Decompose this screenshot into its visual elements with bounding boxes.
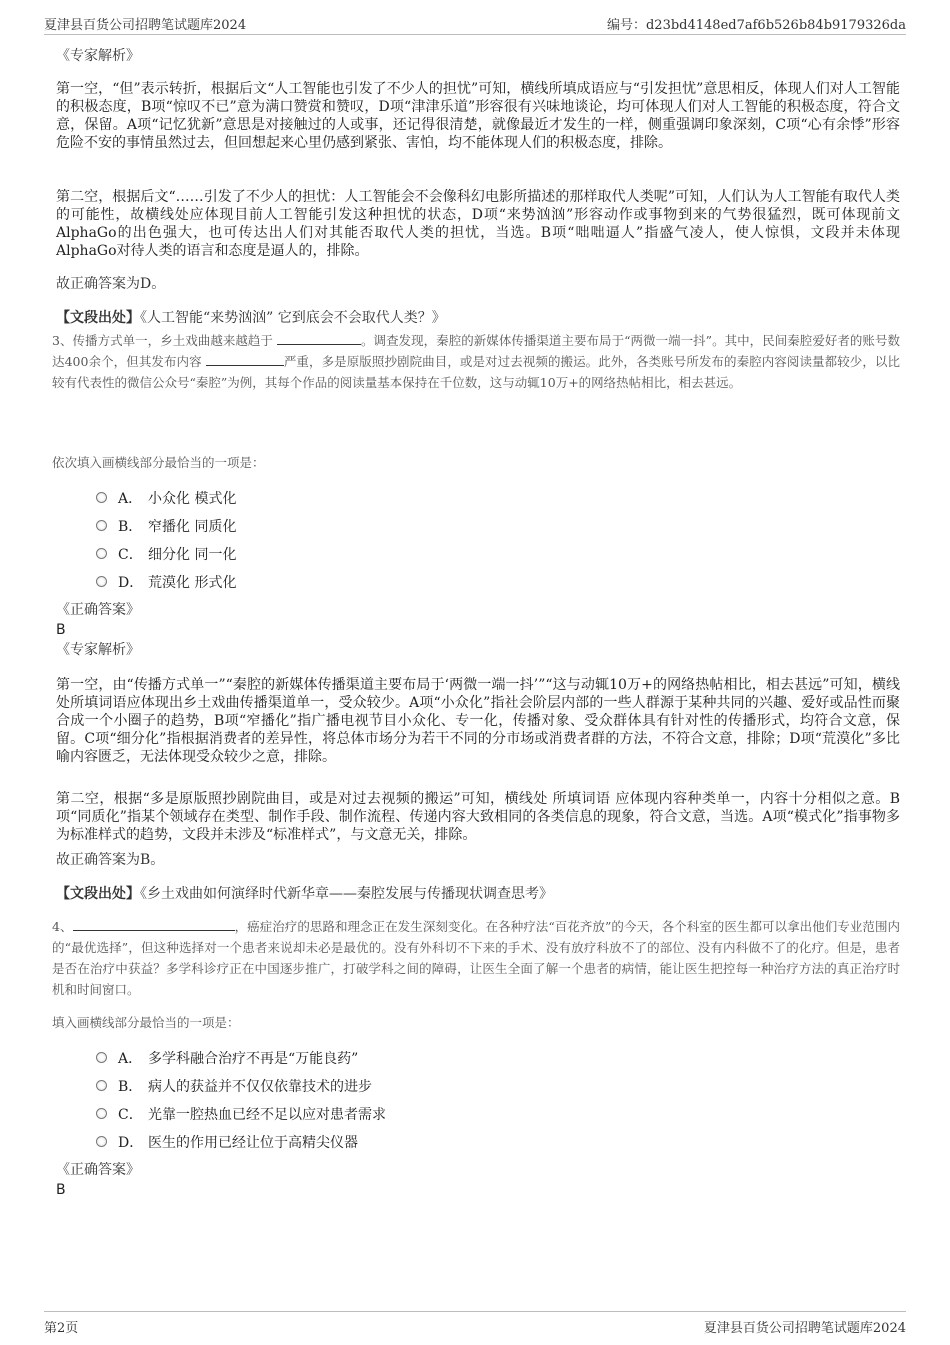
q3-stem-part2: 。调查发现，秦腔的新媒体传播渠道主要布局于“两微一端一抖”。其中，民间秦腔爱好者的账号数达400余个，但其发布内容 [52,333,900,369]
q4-option-b[interactable] [56,1072,556,1100]
option-letter: C． [118,547,143,563]
q3-analysis-para2: 第二空，根据“多是原版照抄剧院曲目，或是对过去视频的搬运”可知，横线处 所填词语 应体现内容种类单一，内容十分相似之意。B项“同质化”指某个领域存在类型、制作手段、制作流程、传递内容大致相同的各类信息的现象，符合文意，当选。A项“模式化”指事物多为标准样式的趋势，文段并未涉及“标准样式”，与文意无关，排除。 [56,791,900,843]
q4-stem [52,916,900,1000]
q4-stem-part1: 4、 [52,919,73,934]
q4-blank [73,917,235,931]
q3-analysis-label: 《专家解析》 [56,642,140,658]
document-id: 编号：d23bd4148ed7af6b526b84b9179326da [606,18,906,33]
option-letter: D． [118,575,144,591]
q2-analysis-label: 《专家解析》 [56,48,140,64]
q2-analysis-para2: 第二空，根据后文“……引发了不少人的担忧：人工智能会不会像科幻电影所描述的那样取代人类呢”可知，人们认为人工智能有取代人类的可能性，故横线处应体现目前人工智能引发这种担忧的状态，D项“来势汹汹”形容动作或事物到来的气势很猛烈，既可体现前文AlphaGo的出色强大，也可传达出人们对其能否取代人类的担忧，当选。B项“咄咄逼人”指盛气凌人，使人惊惧，文段并未体现AlphaGo对待人类的语言和态度是逼人的，排除。 [56,189,900,259]
radio-icon[interactable] [96,1136,107,1147]
option-text: 细分化 同一化 [148,547,237,563]
option-text: 多学科融合治疗不再是“万能良药” [148,1051,359,1067]
page-number: 第2页 [44,1321,79,1336]
q2-source-text: 《人工智能“来势汹汹” 它到底会不会取代人类？》 [140,310,446,326]
option-letter: A． [118,491,143,507]
option-text: 小众化 模式化 [148,491,237,507]
option-text: 窄播化 同质化 [148,519,237,535]
q3-prompt: 依次填入画横线部分最恰当的一项是： [52,455,265,470]
q3-answer-label: 《正确答案》 [56,602,140,618]
q3-option-d[interactable] [56,568,456,596]
radio-icon[interactable] [96,520,107,531]
radio-icon[interactable] [96,1108,107,1119]
option-text: 光靠一腔热血已经不足以应对患者需求 [148,1107,386,1123]
option-letter: B． [118,1079,143,1095]
q4-answer: B [56,1182,66,1198]
option-letter: C． [118,1107,143,1123]
radio-icon[interactable] [96,576,107,587]
q3-blank-1 [277,331,361,345]
q2-source-label: 【文段出处】 [56,310,140,326]
q4-option-c[interactable] [56,1100,556,1128]
radio-icon[interactable] [96,492,107,503]
q3-source-label: 【文段出处】 [56,886,140,902]
option-text: 病人的获益并不仅仅依靠技术的进步 [148,1079,372,1095]
q3-option-a[interactable] [56,484,456,512]
option-letter: D． [118,1135,144,1151]
q3-option-b[interactable] [56,512,456,540]
q3-source-text: 《乡土戏曲如何演绎时代新华章——秦腔发展与传播现状调查思考》 [140,886,553,902]
q3-conclusion: 故正确答案为B。 [56,852,165,868]
radio-icon[interactable] [96,1052,107,1063]
q3-analysis-para1: 第一空，由“传播方式单一”“秦腔的新媒体传播渠道主要布局于‘两微一端一抖’”“这与动辄10万+的网络热帖相比，相去甚远”可知，横线处所填词语应体现出乡土戏曲传播渠道单一，受众较少。A项“小众化”指社会阶层内部的一些人群源于某种共同的兴趣、爱好或品性而聚合成一个小圈子的趋势，B项“窄播化”指广播电视节目小众化、专一化，传播对象、受众群体具有针对性的传播形式，均符合文意，保留。C项“细分化”指根据消费者的差异性，将总体市场分为若干不同的分市场或消费者群的方法，不符合文意，排除；D项“荒漠化”多比喻内容匮乏，无法体现受众较少之意，排除。 [56,677,900,765]
q4-answer-label: 《正确答案》 [56,1162,140,1178]
q2-source [56,308,446,329]
option-letter: A． [118,1051,143,1067]
footer-title: 夏津县百货公司招聘笔试题库2024 [703,1321,906,1336]
option-text: 医生的作用已经让位于高精尖仪器 [148,1135,358,1151]
header-title: 夏津县百货公司招聘笔试题库2024 [44,18,247,33]
q4-option-d[interactable] [56,1128,556,1156]
q3-answer: B [56,622,66,638]
q3-option-c[interactable] [56,540,456,568]
page-footer [44,1311,906,1336]
q3-options [56,484,456,596]
radio-icon[interactable] [96,548,107,559]
q3-stem-part3: 严重，多是原版照抄剧院曲目，或是对过去视频的搬运。此外，各类账号所发布的秦腔内容阅读量都较少，以比较有代表性的微信公众号“秦腔”为例，其每个作品的阅读量基本保持在千位数，这与动辄10万+的网络热帖相比，相去甚远。 [52,354,900,390]
page-header [44,12,906,35]
option-text: 荒漠化 形式化 [148,575,237,591]
q4-options [56,1044,556,1156]
q4-stem-part2: ，癌症治疗的思路和理念正在发生深刻变化。在各种疗法“百花齐放”的今天，各个科室的医生都可以拿出他们专业范围内的“最优选择”，但这种选择对一个患者来说却未必是最优的。没有外科切不下来的手术、没有放疗科放不了的部位、没有内科做不了的化疗。但是，患者是否在治疗中获益？多学科诊疗正在中国逐步推广，打破学科之间的障碍，让医生全面了解一个患者的病情，能让医生把控每一种治疗方法的真正治疗时机和时间窗口。 [52,919,900,997]
q3-source [56,884,553,905]
q2-conclusion: 故正确答案为D。 [56,276,166,292]
q2-analysis-para1: 第一空，“但”表示转折，根据后文“人工智能也引发了不少人的担忧”可知，横线所填成语应与“引发担忧”意思相反，体现人们对人工智能的积极态度，B项“惊叹不已”意为满口赞赏和赞叹，D项“津津乐道”形容很有兴味地谈论，均可体现人们对人工智能的积极态度，符合文意，保留。A项“记忆犹新”意思是对接触过的人或事，还记得很清楚，就像最近才发生的一样，侧重强调印象深刻，C项“心有余悸”形容危险不安的事情虽然过去，但回想起来心里仍感到紧张、害怕，均不能体现人们的积极态度，排除。 [56,81,900,151]
q4-option-a[interactable] [56,1044,556,1072]
option-letter: B． [118,519,143,535]
q3-stem [52,330,900,393]
radio-icon[interactable] [96,1080,107,1091]
q3-stem-part1: 3、传播方式单一，乡土戏曲越来越趋于 [52,333,273,348]
q4-prompt: 填入画横线部分最恰当的一项是： [52,1015,240,1030]
q3-blank-2 [206,352,284,366]
